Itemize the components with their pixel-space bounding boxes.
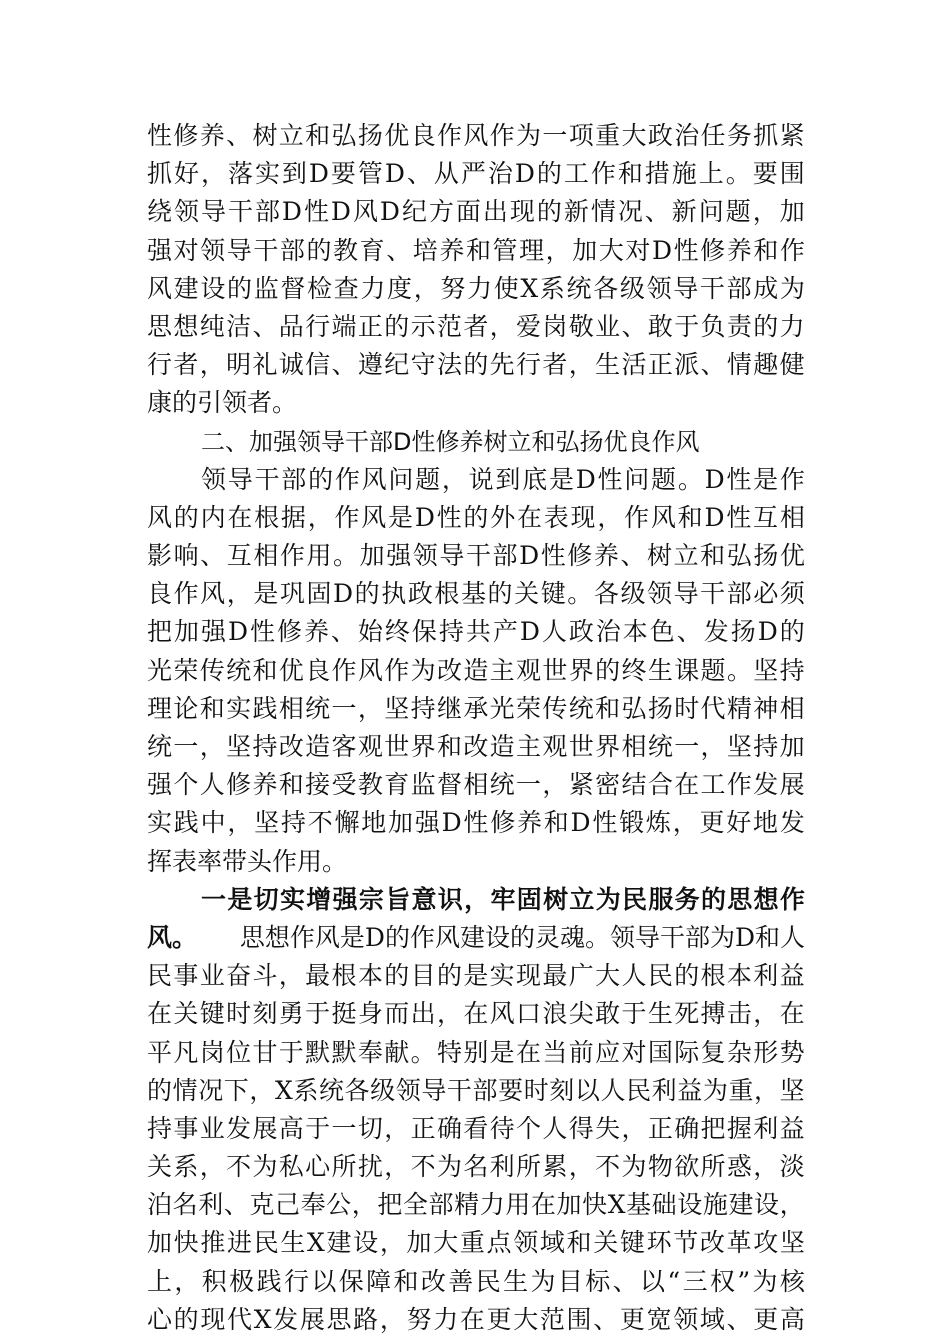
text-line: 实 践 中 ， 坚 持 不 懈 地 加 强 D 性 修 养 和 D 性 锻 炼 ， 更 好 地 发 bbox=[147, 808, 805, 838]
text-line: 的 情 况 下 ， X 系 统 各 级 领 导 干 部 要 时 刻 以 人 民 利 益 为 重 ， 坚 bbox=[147, 1075, 805, 1105]
text-line-rest: 思想作风是D的作风建设的灵魂。领导干部为D和人 bbox=[239, 922, 805, 952]
text-line: 影 响 、 互 相 作 用 。 加 强 领 导 干 部 D 性 修 养 、 树 立 和 弘 扬 优 bbox=[147, 541, 805, 571]
text-line: 强 对 领 导 干 部 的 教 育 、 培 养 和 管 理 ， 加 大 对 D 性 修 养 和 作 bbox=[147, 235, 805, 265]
text-line: 风 的 内 在 根 据 ， 作 风 是 D 性 的 外 在 表 现 ， 作 风 和 D 性 互 相 bbox=[147, 502, 805, 532]
text-line: 把 加 强 D 性 修 养 、 始 终 保 持 共 产 D 人 政 治 本 色 、 发 扬 D 的 bbox=[147, 617, 805, 647]
text-line bbox=[147, 919, 805, 957]
text-line: 平 凡 岗 位 甘 于 默 默 奉 献 。 特 别 是 在 当 前 应 对 国 际 复 杂 形 势 bbox=[147, 1037, 805, 1067]
text-line: 光 荣 传 统 和 优 良 作 风 作 为 改 造 主 观 世 界 的 终 生 课 题 。 坚 持 bbox=[147, 655, 805, 685]
bold-lead-end: 风。 bbox=[147, 922, 198, 952]
section-heading: 二、加强领导干部D性修养树立和弘扬优良作风 bbox=[201, 427, 700, 456]
text-line: 行 者 ， 明 礼 诚 信 、 遵 纪 守 法 的 先 行 者 ， 生 活 正 派 、 情 趣 健 bbox=[147, 350, 805, 380]
text-line: 心 的 现 代 X 发 展 思 路 ， 努 力 在 更 大 范 围 、 更 宽 领 域 、 更 高 bbox=[147, 1304, 805, 1334]
bold-lead-line: 一 是 切 实 增 强 宗 旨 意 识 ， 牢 固 树 立 为 民 服 务 的 思 想 作 bbox=[201, 884, 805, 914]
text-line: 抓 好 ， 落 实 到 D 要 管 D 、 从 严 治 D 的 工 作 和 措 施 上 。 要 围 bbox=[147, 159, 805, 189]
text-line: 民 事 业 奋 斗 ， 最 根 本 的 目 的 是 实 现 最 广 大 人 民 的 根 本 利 益 bbox=[147, 961, 805, 991]
text-line: 强 个 人 修 养 和 接 受 教 育 监 督 相 统 一 ， 紧 密 结 合 在 工 作 发 展 bbox=[147, 770, 805, 800]
text-line: 持 事 业 发 展 高 于 一 切 ， 正 确 看 待 个 人 得 失 ， 正 确 把 握 利 益 bbox=[147, 1113, 805, 1143]
text-line: 风 建 设 的 监 督 检 查 力 度 ， 努 力 使 X 系 统 各 级 领 导 干 部 成 为 bbox=[147, 273, 805, 303]
text-line: 康的引领者。 bbox=[147, 388, 298, 418]
text-line: 统 一 ， 坚 持 改 造 客 观 世 界 和 改 造 主 观 世 界 相 统 一 ， 坚 持 加 bbox=[147, 732, 805, 761]
text-line: 泊 名 利 、 克 己 奉 公 ， 把 全 部 精 力 用 在 加 快 X 基 础 设 施 建 设 ， bbox=[147, 1190, 805, 1220]
text-line: 理 论 和 实 践 相 统 一 ， 坚 持 继 承 光 荣 传 统 和 弘 扬 时 代 精 神 相 bbox=[147, 693, 805, 723]
text-line: 绕 领 导 干 部 D 性 D 风 D 纪 方 面 出 现 的 新 情 况 、 新 问 题 ， 加 bbox=[147, 197, 805, 227]
text-line: 思 想 纯 洁 、 品 行 端 正 的 示 范 者 ， 爱 岗 敬 业 、 敢 于 负 责 的 力 bbox=[147, 311, 805, 341]
text-line: 性 修 养 、 树 立 和 弘 扬 优 良 作 风 作 为 一 项 重 大 政 治 任 务 抓 紧 bbox=[147, 121, 805, 150]
text-line: 挥表率带头作用。 bbox=[147, 846, 348, 876]
document-body bbox=[147, 117, 817, 1339]
text-line: 关 系 ， 不 为 私 心 所 扰 ， 不 为 名 利 所 累 ， 不 为 物 欲 所 惑 ， 淡 bbox=[147, 1152, 805, 1182]
text-line: 领 导 干 部 的 作 风 问 题 ， 说 到 底 是 D 性 问 题 。 D 性 是 作 bbox=[201, 464, 805, 494]
text-line: 加 快 推 进 民 生 X 建 设 ， 加 大 重 点 领 域 和 关 键 环 节 改 革 攻 坚 bbox=[147, 1228, 805, 1258]
text-line: 在 关 键 时 刻 勇 于 挺 身 而 出 ， 在 风 口 浪 尖 敢 于 生 死 搏 击 ， 在 bbox=[147, 999, 805, 1029]
text-line: 良 作 风 ， 是 巩 固 D 的 执 政 根 基 的 关 键 。 各 级 领 导 干 部 必 须 bbox=[147, 579, 805, 609]
text-line: 上 ， 积 极 践 行 以 保 障 和 改 善 民 生 为 目 标 、 以 “ 三 权 ” 为 核 bbox=[147, 1266, 805, 1296]
